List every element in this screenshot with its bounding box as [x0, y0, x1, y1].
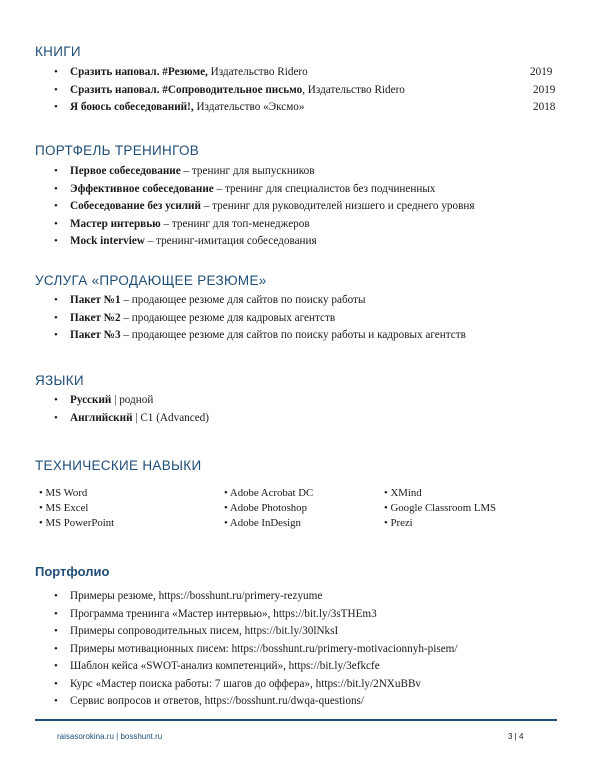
book-year: 2019 — [533, 83, 556, 96]
list-item: • Сразить наповал. #Резюме, Издательство Ridero 2019 — [70, 64, 556, 82]
footer-sites[interactable]: raisasorokina.ru | bosshunt.ru — [57, 732, 163, 741]
page-number: 3 | 4 — [508, 732, 524, 741]
skill-item: • Adobe InDesign — [224, 516, 313, 531]
service-heading: УСЛУГА «ПРОДАЮЩЕЕ РЕЗЮМЕ» — [35, 273, 267, 288]
portfolio-link[interactable]: • Программа тренинга «Мастер интервью», https://bit.ly/3sTHEm3 — [70, 606, 556, 624]
portfolio-link[interactable]: • Примеры сопроводительных писем, https://bit.ly/30lNksI — [70, 623, 556, 641]
skills-column-3 — [384, 486, 496, 531]
skill-item: • Prezi — [384, 516, 496, 531]
list-item: • Эффективное собеседование – тренинг для специалистов без подчиненных — [70, 181, 556, 199]
skill-item: • MS PowerPoint — [39, 516, 114, 531]
footer-divider — [35, 719, 557, 721]
list-item: • Английский | C1 (Advanced) — [70, 410, 556, 428]
book-year: 2018 — [533, 101, 556, 113]
portfolio-link[interactable]: • Сервис вопросов и ответов, https://bosshunt.ru/dwqa-questions/ — [70, 693, 556, 711]
list-item: • Первое собеседование – тренинг для выпускников — [70, 163, 556, 181]
skill-item: • MS Excel — [39, 501, 114, 516]
skill-item: • XMind — [384, 486, 496, 501]
list-item: • Пакет №3 – продающее резюме для сайтов по поиску работы и кадровых агентств — [70, 327, 556, 345]
book-year: 2019 — [530, 66, 553, 78]
portfolio-heading: Портфолио — [35, 564, 110, 579]
list-item: • Пакет №1 – продающее резюме для сайтов по поиску работы — [70, 292, 556, 310]
skills-heading: ТЕХНИЧЕСКИЕ НАВЫКИ — [35, 458, 202, 473]
trainings-heading: ПОРТФЕЛЬ ТРЕНИНГОВ — [35, 143, 200, 158]
list-item: • Mock interview – тренинг-имитация собеседования — [70, 233, 556, 251]
skills-column-1 — [39, 486, 114, 531]
portfolio-link[interactable]: • Примеры мотивационных писем: https://bosshunt.ru/primery-motivacionnyh-pisem/ — [70, 641, 556, 659]
list-item: • Русский | родной — [70, 392, 556, 410]
books-heading: КНИГИ — [35, 44, 81, 59]
portfolio-link[interactable]: • Шаблон кейса «SWOT-анализ компетенций», https://bit.ly/3efkcfe — [70, 658, 556, 676]
portfolio-link[interactable]: • Примеры резюме, https://bosshunt.ru/primery-rezyume — [70, 588, 556, 606]
skill-item: • Google Classroom LMS — [384, 501, 496, 516]
list-item: • Я боюсь собеседований!, Издательство «Эксмо» 2018 — [70, 99, 556, 117]
list-item: • Мастер интервью – тренинг для топ-менеджеров — [70, 216, 556, 234]
skill-item: • MS Word — [39, 486, 114, 501]
list-item: • Пакет №2 – продающее резюме для кадровых агентств — [70, 310, 556, 328]
portfolio-list — [70, 588, 556, 711]
trainings-list — [70, 163, 556, 251]
skill-item: • Adobe Acrobat DC — [224, 486, 313, 501]
portfolio-link[interactable]: • Курс «Мастер поиска работы: 7 шагов до оффера», https://bit.ly/2NXuBBv — [70, 676, 556, 694]
skill-item: • Adobe Photoshop — [224, 501, 313, 516]
books-list — [70, 64, 556, 117]
list-item: • Собеседование без усилий – тренинг для руководителей низшего и среднего уровня — [70, 198, 556, 216]
languages-heading: ЯЗЫКИ — [35, 373, 84, 388]
skills-column-2 — [224, 486, 313, 531]
languages-list — [70, 392, 556, 427]
service-list — [70, 292, 556, 345]
list-item: • Сразить наповал. #Сопроводительное письмо, Издательство Ridero 2019 — [70, 82, 556, 100]
